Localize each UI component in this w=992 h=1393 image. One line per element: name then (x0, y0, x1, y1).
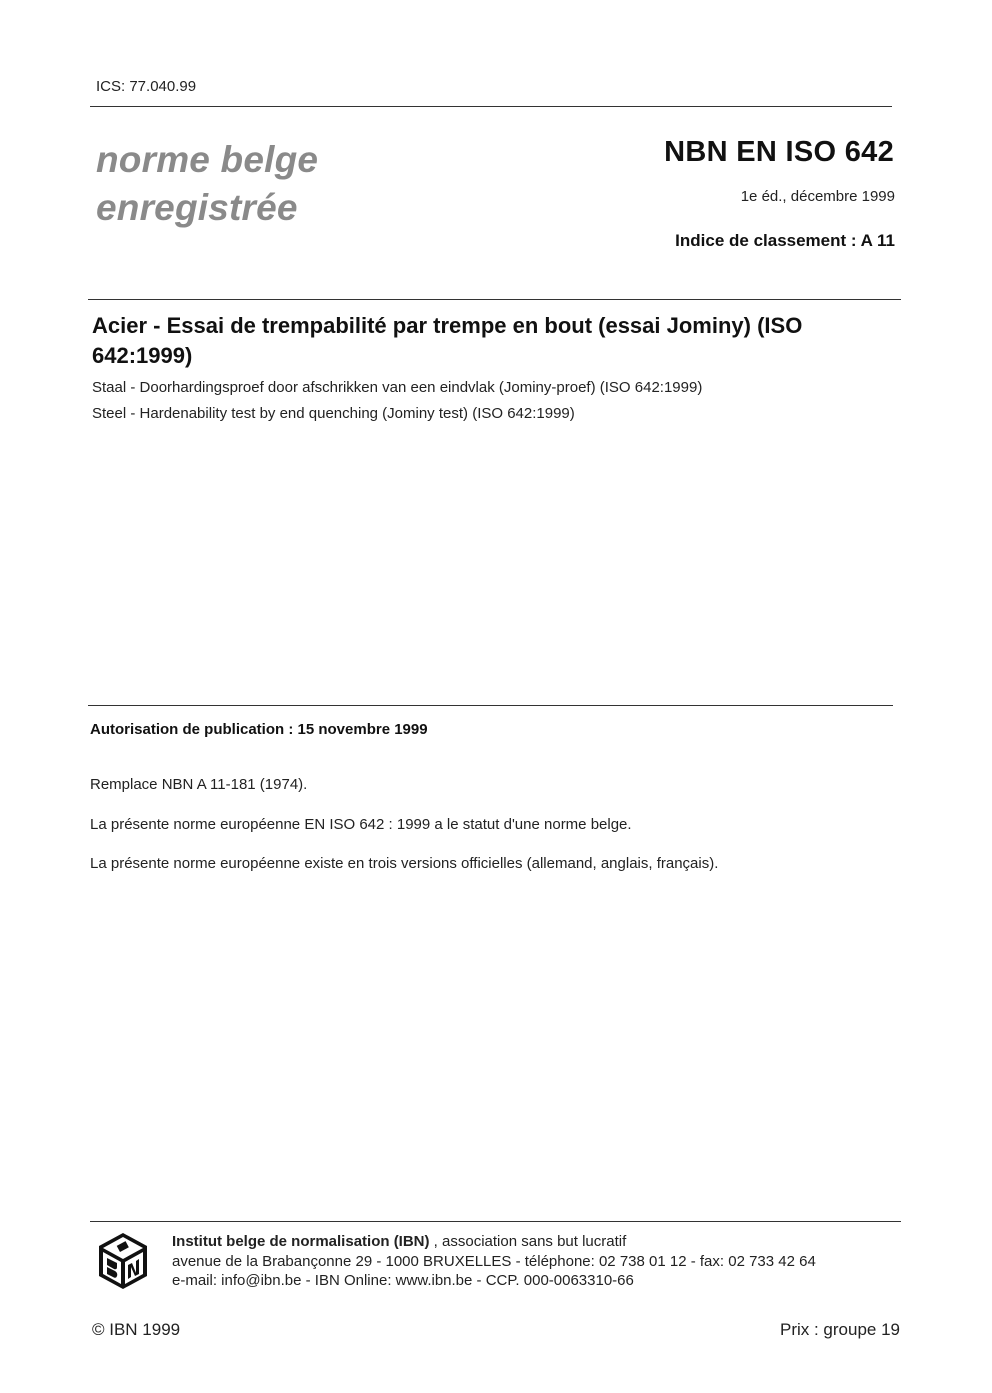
institute-status: , association sans but lucratif (429, 1233, 627, 1250)
institute-address: avenue de la Brabançonne 29 - 1000 BRUXELLES - téléphone: 02 738 01 12 - fax: 02 733 42 64 (172, 1253, 816, 1270)
ibn-logo-icon (98, 1232, 148, 1290)
copyright: © IBN 1999 (92, 1320, 181, 1339)
header-divider (90, 106, 892, 107)
title-french: Acier - Essai de trempabilité par trempe en bout (essai Jominy) (ISO 642:1999) (92, 313, 803, 368)
title-divider (88, 299, 901, 300)
versions-note: La présente norme européenne existe en trois versions officielles (allemand, anglais, français). (90, 855, 719, 872)
publication-authorization: Autorisation de publication : 15 novembre 1999 (90, 721, 428, 738)
institute-name: Institut belge de normalisation (IBN) (172, 1233, 430, 1250)
edition-date: 1e éd., décembre 1999 (740, 188, 895, 205)
brand-line-2: enregistrée (96, 187, 298, 228)
publication-divider (88, 705, 893, 706)
standard-number: NBN EN ISO 642 (664, 136, 894, 168)
title-dutch: Staal - Doorhardingsproef door afschrikken van een eindvlak (Jominy-proef) (ISO 642:1999) (92, 379, 703, 396)
institute-contact: e-mail: info@ibn.be - IBN Online: www.ibn.be - CCP. 000-0063310-66 (172, 1272, 634, 1289)
classification-index: Indice de classement : A 11 (675, 231, 895, 250)
status-note: La présente norme européenne EN ISO 642 : 1999 a le statut d'une norme belge. (90, 816, 632, 833)
institute-divider (90, 1221, 901, 1222)
ics-code: ICS: 77.040.99 (96, 78, 197, 95)
institute-name-line (172, 1233, 626, 1250)
replaces-note: Remplace NBN A 11-181 (1974). (90, 776, 308, 793)
title-english: Steel - Hardenability test by end quenching (Jominy test) (ISO 642:1999) (92, 405, 575, 422)
brand-line-1: norme belge (96, 139, 319, 180)
price-group: Prix : groupe 19 (779, 1320, 900, 1339)
brand-title (96, 136, 318, 232)
